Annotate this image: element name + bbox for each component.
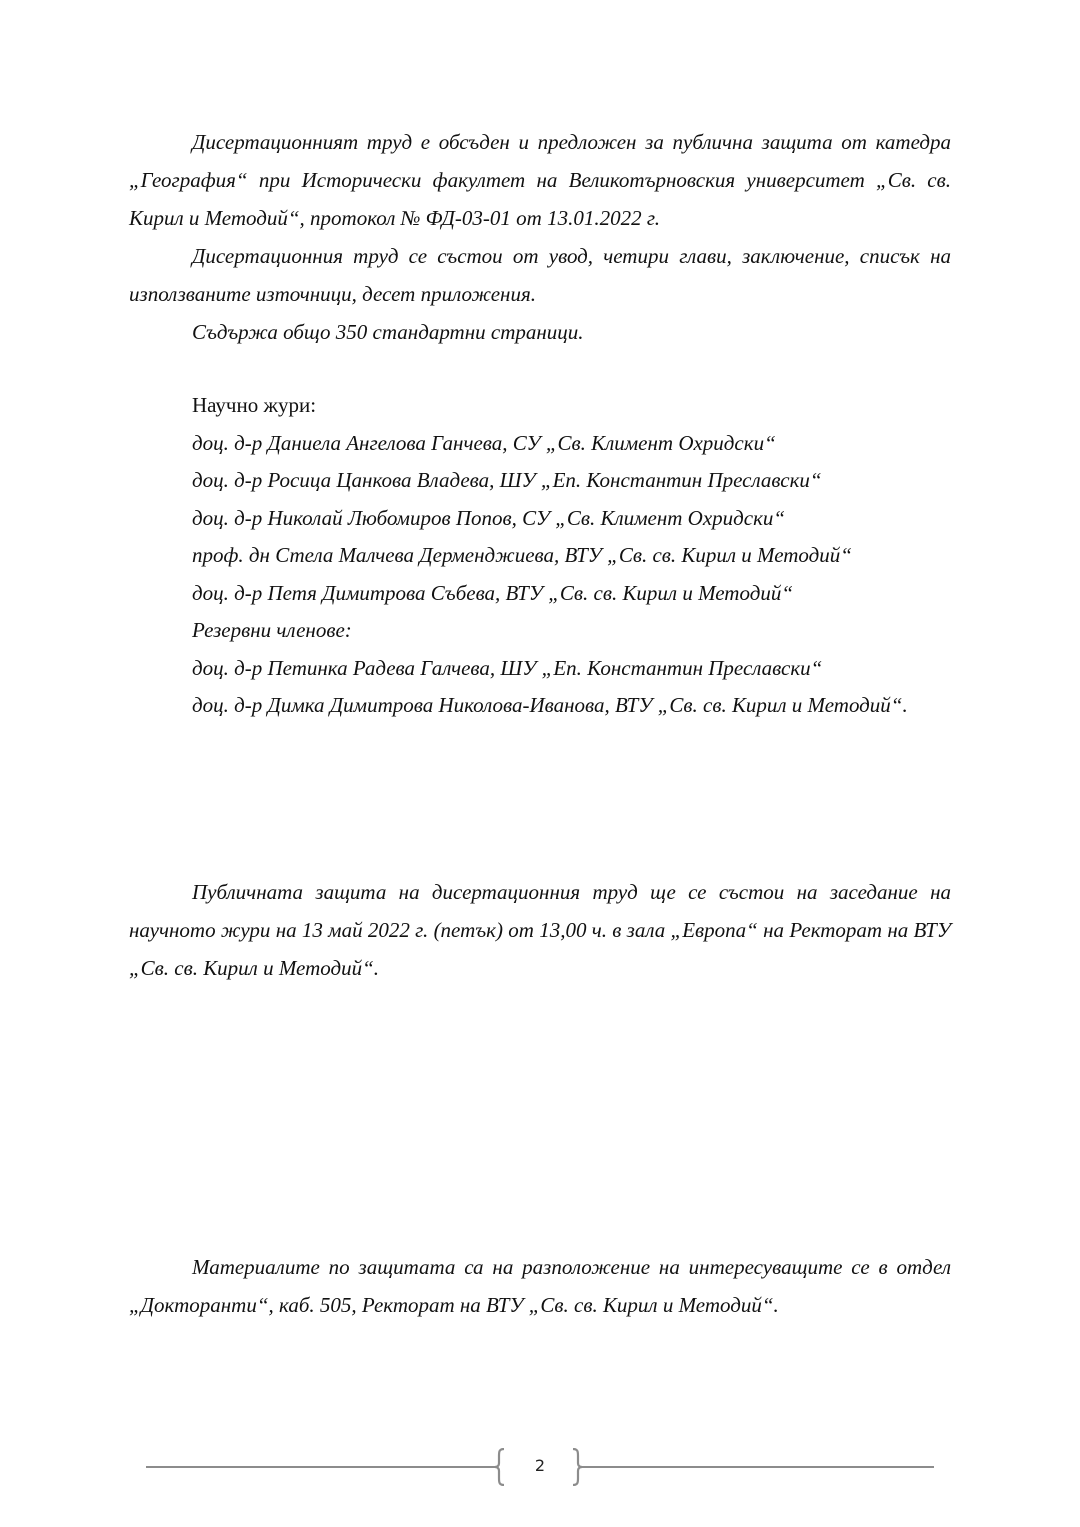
footer-rule-right — [580, 1466, 934, 1468]
intro-paragraph-1: Дисертационният труд е обсъден и предложен за публична защита от катедра „География“ при Исторически факултет на Великотърновския университет „Св. св. Кирил и Методий“, протокол № ФД-03-01 от 13.01.2022 г. — [129, 130, 951, 230]
page-number: 2 — [534, 1456, 546, 1475]
jury-heading: Научно жури: — [192, 393, 317, 417]
intro-section — [129, 123, 951, 351]
jury-member: доц. д-р Петя Димитрова Събева, ВТУ „Св. св. Кирил и Методий“ — [192, 580, 794, 605]
intro-paragraph-3: Съдържа общо 350 стандартни страници. — [192, 320, 584, 344]
jury-member: проф. дн Стела Малчева Дерменджиева, ВТУ „Св. св. Кирил и Методий“ — [192, 543, 852, 567]
left-brace-icon — [494, 1448, 506, 1486]
reserve-member: доц. д-р Димка Димитрова Николова-Иванова, ВТУ „Св. св. Кирил и Методий“. — [192, 693, 908, 717]
jury-member: доц. д-р Николай Любомиров Попов, СУ „Св. Климент Охридски“ — [192, 505, 786, 530]
defense-paragraph: Публичната защита на дисертационния труд ще се състои на заседание на научното жури на 13 май 2022 г. (петък) от 13,00 ч. в зала „Европа“ на Ректорат на ВТУ „Св. св. Кирил и Методий“. — [129, 880, 951, 980]
materials-section — [129, 1248, 951, 1324]
intro-paragraph-2: Дисертационния труд се състои от увод, четири глави, заключение, списък на използваните източници, десет приложения. — [129, 244, 951, 306]
reserve-member: доц. д-р Петинка Радева Галчева, ШУ „Еп. Константин Преславски“ — [192, 655, 823, 680]
jury-member: доц. д-р Росица Цанкова Владева, ШУ „Еп. Константин Преславски“ — [192, 468, 822, 492]
jury-member: доц. д-р Даниела Ангелова Ганчева, СУ „Св. Климент Охридски“ — [192, 430, 776, 455]
defense-section — [129, 873, 951, 987]
materials-paragraph: Материалите по защитата са на разположение на интересуващите се в отдел „Докторанти“, каб. 505, Ректорат на ВТУ „Св. св. Кирил и Методий“. — [129, 1255, 951, 1317]
reserve-members-heading: Резервни членове: — [192, 618, 352, 642]
jury-section — [192, 387, 992, 725]
footer-rule-left — [146, 1466, 498, 1468]
